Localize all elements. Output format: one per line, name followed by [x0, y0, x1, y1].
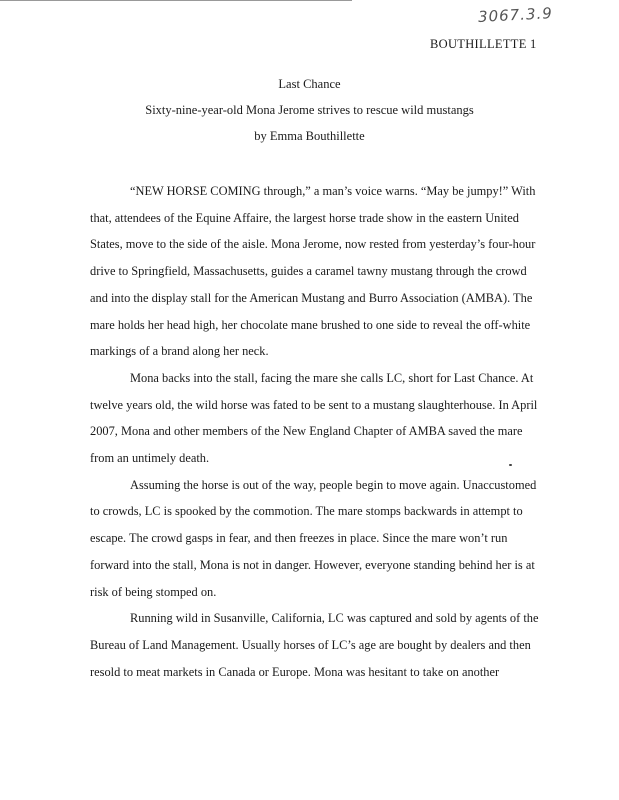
scan-edge-line	[0, 0, 352, 1]
article-title: Last Chance	[278, 77, 341, 91]
article-body	[90, 178, 541, 685]
paragraph-3: Assuming the horse is out of the way, people begin to move again. Unaccustomed to crowds, LC is spooked by the commotion. The mare stomps backwards in attempt to escape. The crowd gasps in fear, and then freezes in place. Since the mare won’t run forward into the stall, Mona is not in danger. However, everyone standing behind her is at risk of being stomped on.	[90, 477, 537, 599]
article-byline: by Emma Bouthillette	[254, 129, 365, 143]
paragraph-4: Running wild in Susanville, California, LC was captured and sold by agents of the Bureau of Land Management. Usually horses of LC’s age are bought by dealers and then resold to meat markets in Canada or Europe. Mona was hesitant to take on another	[90, 611, 539, 679]
running-head: BOUTHILLETTE 1	[430, 37, 537, 51]
handwritten-stamp: 3067.3.9	[477, 4, 554, 26]
paragraph-1: “NEW HORSE COMING through,” a man’s voice warns. “May be jumpy!” With that, attendees of the Equine Affaire, the largest horse trade show in the eastern United States, move to the side of the aisle. Mona Jerome, now rested from yesterday’s four-hour drive to Springfield, Massachusetts, guides a caramel tawny mustang through the crowd and into the display stall for the American Mustang and Burro Association (AMBA). The mare holds her head high, her chocolate mane brushed to one side to reveal the off-white markings of a brand along her neck.	[90, 184, 536, 359]
article-subtitle: Sixty-nine-year-old Mona Jerome strives to rescue wild mustangs	[145, 103, 474, 117]
scan-speck	[509, 464, 512, 466]
paragraph-2: Mona backs into the stall, facing the mare she calls LC, short for Last Chance. At twelve years old, the wild horse was fated to be sent to a mustang slaughterhouse. In April 2007, Mona and other members of the New England Chapter of AMBA saved the mare from an untimely death.	[90, 370, 538, 466]
